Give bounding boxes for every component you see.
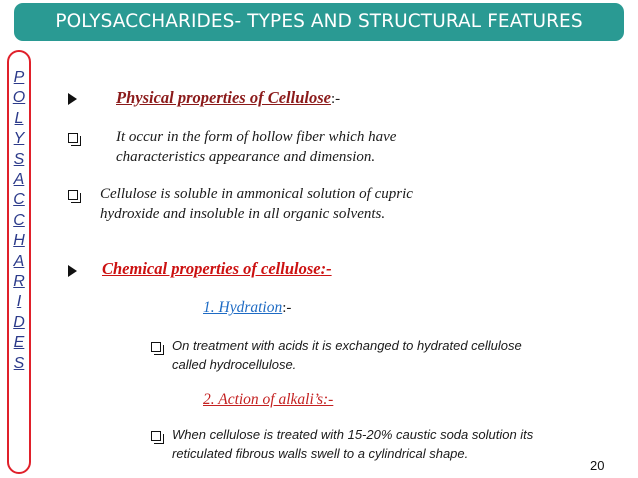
checkbox-bullet-icon: [68, 133, 78, 143]
slide-title-bar: [14, 3, 624, 41]
side-letter: E: [13, 334, 25, 352]
side-letter: A: [13, 252, 25, 270]
point2-line1: Cellulose is soluble in ammonical solution of cupric: [100, 186, 413, 202]
side-letter: S: [13, 150, 25, 168]
physical-heading-suffix: :-: [330, 91, 341, 107]
side-letter: D: [13, 313, 25, 331]
side-letter: I: [16, 293, 22, 311]
physical-heading: [116, 88, 340, 109]
checkbox-bullet-icon: [151, 431, 161, 441]
side-letter: S: [13, 354, 25, 372]
vertical-letters: [9, 68, 29, 374]
checkbox-bullet-icon: [151, 342, 161, 352]
chemical-heading: [102, 259, 332, 279]
side-letter: P: [13, 69, 25, 86]
alkali-line1: When cellulose is treated with 15-20% caustic soda solution its: [172, 427, 534, 442]
slide-title: POLYSACCHARIDES- TYPES AND STRUCTURAL FEATURES: [55, 11, 583, 32]
page-number: 20: [590, 458, 605, 473]
arrow-bullet-icon: [68, 93, 77, 105]
side-letter: Y: [13, 130, 25, 148]
side-letter: R: [13, 273, 25, 291]
alkali-heading: [203, 391, 333, 409]
side-letter: A: [13, 171, 25, 189]
side-letter: L: [14, 109, 24, 127]
hydration-line2: called hydrocellulose.: [172, 357, 297, 372]
point1-line1: It occur in the form of hollow fiber which have: [116, 129, 397, 145]
point2-text: [100, 184, 413, 224]
side-letter: C: [13, 191, 25, 209]
chemical-heading-suffix: :-: [320, 259, 332, 278]
point1-line2: characteristics appearance and dimension.: [116, 149, 376, 165]
hydration-heading: [203, 298, 291, 318]
side-letter: O: [12, 89, 26, 107]
checkbox-bullet-icon: [68, 190, 78, 200]
chemical-heading-text: Chemical properties of cellulose: [102, 259, 321, 278]
side-letter: H: [13, 232, 25, 250]
hydration-heading-text: 1. Hydration: [203, 299, 283, 316]
alkali-text: [172, 425, 533, 463]
physical-heading-text: Physical properties of Cellulose: [116, 88, 331, 107]
vertical-word-panel: [7, 50, 31, 474]
point2-line2: hydroxide and insoluble in all organic solvents.: [100, 206, 386, 222]
alkali-heading-text: 2. Action of alkali’s:-: [203, 391, 334, 408]
hydration-heading-suffix: :-: [282, 300, 292, 316]
alkali-line2: reticulated fibrous walls swell to a cylindrical shape.: [172, 446, 469, 461]
arrow-bullet-icon: [68, 265, 77, 277]
hydration-line1: On treatment with acids it is exchanged to hydrated cellulose: [172, 338, 522, 353]
side-letter: C: [13, 211, 25, 229]
hydration-text: [172, 336, 522, 374]
point1-text: [116, 127, 396, 167]
